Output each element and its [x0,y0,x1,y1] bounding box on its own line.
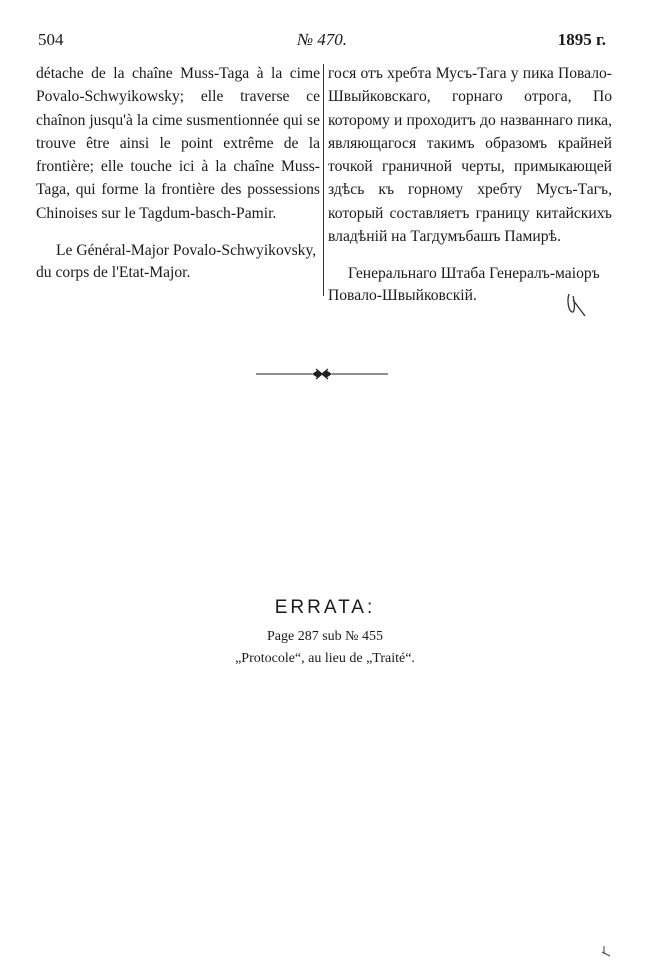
errata-title: ERRATA: [274,597,376,618]
page-number: 504 [38,30,64,49]
french-signature-line1: Le Général-Major Povalo-Schwyikovsky, [56,242,317,260]
errata-section [0,597,650,667]
page-header [38,30,606,54]
french-text-end: le Tagdum-basch-Pamir. [124,204,277,222]
errata-reference: Page 287 sub № 455 [266,629,384,644]
russian-text [328,62,612,248]
russian-signature-line2: Повало-Швыйковскій. [328,287,477,305]
french-text-body: détache de la chaîne Muss-Taga à la cime Povalo-Schwyikowsky; elle traverse ce chaînon jusqu'à la cime susmentionnée qui se trouve être ainsi le point extrême de la frontière; elle touche ici à la chaîne Muss-Taga, qui forme la frontière des possessions Chinoises sur [36,65,320,222]
column-divider [323,64,324,296]
french-signature-line2: du corps de l'Etat-Major. [36,264,191,282]
document-number: № 470. [296,30,348,49]
russian-column [328,62,612,307]
errata-correction: „Protocole“, au lieu de „Traité“. [235,651,415,666]
french-signature [36,240,320,284]
french-column [36,62,320,284]
corner-mark [600,944,614,958]
handwritten-pencil-mark [566,290,588,318]
russian-signature-line1: Генеральнаго Штаба Генералъ-маіоръ [348,265,600,283]
year-label: 1895 г. [557,30,606,49]
french-text [36,62,320,225]
russian-text-body: гося отъ хребта Мусъ-Тага у пика Повало-Швыйковскаго, горнаго отрога, По которому и проходитъ до названнаго пика, являющагося такимъ образомъ крайней точкой граничной черты, примыкающей здѣсь къ горному хребту Мусъ-Тагъ, который составляетъ границу китайскихъ владѣній на Тагдумъбашъ [328,65,612,246]
section-ornament [256,366,388,382]
russian-text-end: Памирѣ. [504,228,561,246]
